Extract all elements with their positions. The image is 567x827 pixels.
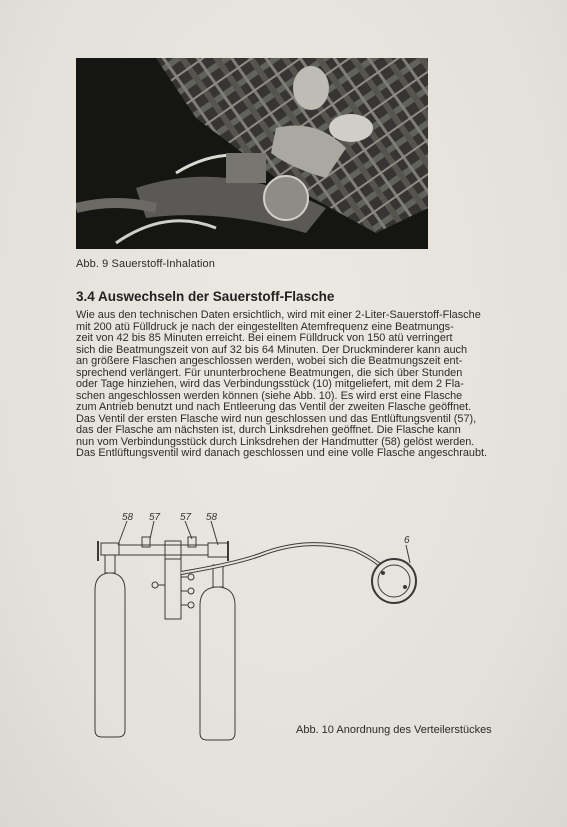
connector-diagram [80,505,430,745]
photo-image [76,58,428,249]
body-line: sich die Beatmungszeit von auf 32 bis 64 Minuten. Der Druckminderer kann auch [76,343,468,356]
body-line: oder Tage hinziehen, wird das Verbindungsstück (10) mitgeliefert, mit dem 2 Fla- [76,378,464,390]
label-58-right: 58 [206,512,218,523]
left-cylinder [95,573,125,737]
body-line: zum Antrieb benutzt und nach Entleerung das Ventil der zweiten Flasche geöffnet. [76,401,472,413]
right-cylinder [200,587,235,740]
figure-10-caption: Abb. 10 Anordnung des Verteilerstückes [296,724,492,736]
body-line: Das Ventil der ersten Flasche wird nun geschlossen und das Entlüftungsventil (57), [76,412,477,425]
body-line: Wie aus den technischen Daten ersichtlich, wird mit einer 2-Liter-Sauerstoff-Flasche [76,309,481,321]
section-body [76,310,523,460]
body-line: an größere Flaschen angeschlossen werden, wobei sich die Beatmungszeit ent- [76,355,463,367]
pressure-gauge [372,559,416,603]
section-heading: 3.4 Auswechseln der Sauerstoff-Flasche [76,289,335,304]
label-57-left: 57 [149,512,161,523]
body-line: schen angeschlossen werden können (siehe Abb. 10). Es wird erst eine Flasche [76,389,463,402]
oxygen-inhalation-photo [76,58,428,249]
body-line: Das Entlüftungsventil wird danach geschlossen und eine volle Flasche angeschraubt. [76,447,488,459]
label-6: 6 [404,535,410,546]
body-line: das der Flasche am nächsten ist, durch Linksdrehen geöffnet. Die Flasche kann [76,424,461,436]
body-line: zeit von 42 bis 85 Minuten erreicht. Bei einem Fülldruck von 150 atü verringert [76,332,453,344]
body-line: sprechend verlängert. Für ununterbrochene Beatmungen, die sich über Stunden [76,366,463,379]
label-57-right: 57 [180,512,192,523]
body-line: nun vom Verbindungsstück durch Linksdrehen der Handmutter (58) gelöst werden. [76,435,475,448]
body-line: mit 200 atü Fülldruck je nach der eingestellten Atemfrequenz eine Beatmungs- [76,320,454,333]
label-58-left: 58 [122,512,134,523]
figure-9-caption: Abb. 9 Sauerstoff-Inhalation [76,258,215,270]
